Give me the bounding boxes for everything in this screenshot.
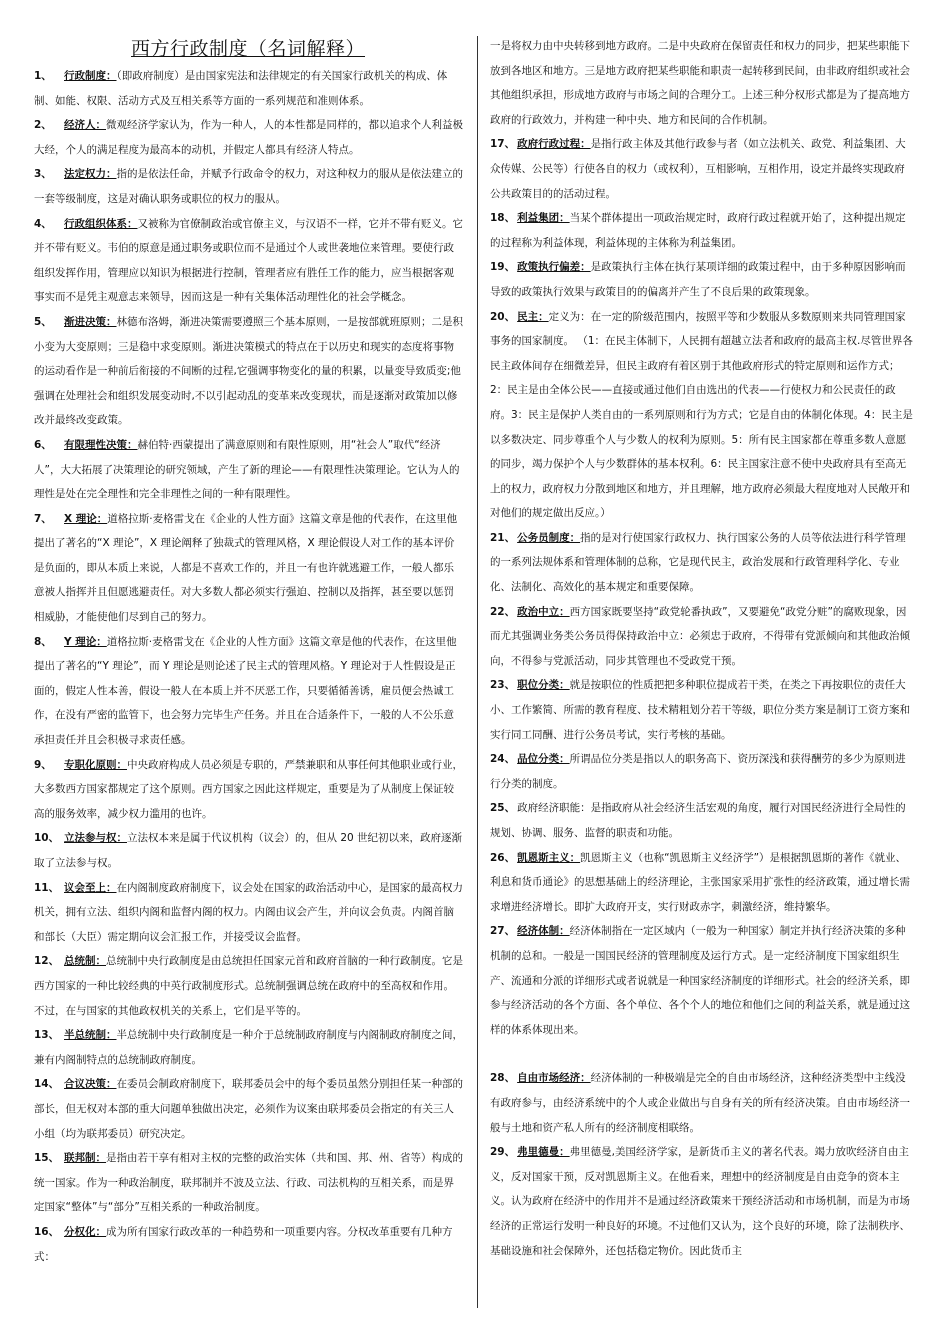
entry-definition: 就是按职位的性质把把多种职位提成若干类，在类之下再按职位的责任大小、工作繁简、所需的教育程度、技术精粗划分若干等级，职位分类方案是制订工资方案和实行同工同酬、进行公务员考试，实行考核的基础。: [490, 679, 910, 741]
entry-definition: 在委员会制政府制度下，联邦委员会中的每个委员虽然分别担任某一种部的部长，但无权对本部的重大问题单独做出决定，必须作为议案由联邦委员会指定的有关三人小组（均为联邦委员）研究决定。: [34, 1078, 463, 1140]
entry-definition: 经济体制指在一定区域内（一般为一种国家）制定并执行经济决策的多种机制的总和。一般是一国国民经济的管理制度及运行方式。是一定经济制度下国家组织生产、流通和分派的详细形式或者说就是一种国家经济制度的详细形式。社会的经济关系，即参与经济活动的各个方面、各个单位、各个个人的地位和他们之间的利益关系，就是通过这样的体系体现出来。: [490, 925, 910, 1036]
entry-term: 品位分类：: [517, 753, 570, 766]
glossary-entry: [34, 876, 464, 950]
entry-number: 16、: [34, 1225, 60, 1238]
glossary-entry: [490, 1140, 915, 1263]
entry-number: 11、: [34, 881, 60, 894]
entry-definition: 半总统制中央行政制度是一种介于总统制政府制度与内阁制政府制度之间，兼有内阁制特点的总统制政府制度。: [34, 1029, 463, 1066]
glossary-entry: [490, 34, 915, 132]
entry-term: 凯恩斯主义：: [517, 851, 581, 864]
entry-number: 1、: [34, 70, 52, 82]
left-entry-list: [34, 64, 464, 1269]
entry-definition: 道格拉斯·麦格雷戈在《企业的人性方面》这篇文章是他的代表作，在这里他提出了著名的“X 理论”，X 理论阐释了独裁式的管理风格，X 理论假设人对工作的基本评价是负面的，即从本质上来说，人都是不喜欢工作的，并且一有也许就逃避工作，一般人都乐意被人指挥并且但愿逃避责任。对大多数人都必须实行强迫、控制以及指挥，甚至要以惩罚相威胁，才能使他们尽到自己的努力。: [34, 512, 458, 624]
entry-term: 法定权力：: [64, 168, 117, 181]
entry-term: 公务员制度：: [517, 531, 581, 544]
glossary-entry: [34, 1023, 464, 1072]
glossary-entry: [34, 212, 464, 310]
entry-number: 17、: [490, 138, 516, 151]
entry-definition: 指的是对行使国家行政权力、执行国家公务的人员等依法进行科学管理的一系列法规体系和管理体制的总称，它是现代民主，政治发展和行政管理科学化、专业化、法制化、高效化的基本规定和重要保障。: [490, 531, 906, 594]
glossary-entry: [490, 796, 915, 845]
entry-definition: 在内阁制度政府制度下，议会处在国家的政治活动中心，是国家的最高权力机关，拥有立法、组织内阁和监督内阁的权力。内阁由议会产生，并向议会负责。内阁首脑和部长（大臣）需定期向议会汇报工作，并接受议会监督。: [34, 881, 463, 943]
column-divider: [477, 36, 478, 1308]
glossary-entry: [490, 526, 915, 600]
entry-term: 经济体制：: [517, 925, 570, 938]
entry-number: 14、: [34, 1078, 60, 1091]
glossary-entry: [490, 1066, 915, 1140]
entry-term: 行政组织体系：: [64, 217, 138, 230]
glossary-entry: [34, 949, 464, 1023]
entry-number: 27、: [490, 925, 516, 938]
glossary-entry: [34, 1072, 464, 1146]
page-title: 西方行政制度（名词解释）: [131, 38, 366, 60]
left-column: [34, 34, 464, 1269]
entry-definition: 赫伯特·西蒙提出了满意原则和有限性原则，用“社会人”取代“经济人”，大大拓展了决策理论的研究领域，产生了新的理论——有限理性决策理论。它认为人的理性是处在完全理性和完全非理性之间的一种有限理性。: [34, 438, 460, 501]
entry-definition: 一是将权力由中央转移到地方政府。二是中央政府在保留责任和权力的同步，把某些职能下放到各地区和地方。三是地方政府把某些职能和职责一起转移到民间，由非政府组织或社会其他组织承担，形成地方政府与市场之间的合理分工。上述三种分权形式都是为了提高地方政府的行政效力，并构建一种中央、地方和民间的合作机制。: [490, 40, 910, 126]
entry-definition: 西方国家既要坚持“政党轮番执政”，又要避免“政党分赃”的腐败现象，因而尤其强调业务类公务员得保持政治中立：必须忠于政府，不得带有党派倾向和其他政治倾向，不得参与党派活动，同步其管理也不受政党干预。: [490, 605, 910, 667]
entry-definition: 凯恩斯主义（也称“凯恩斯主义经济学”）是根据凯恩斯的著作《就业、利息和货币通论》的思想基础上的经济理论，主张国家采用扩张性的经济政策，通过增长需求增进经济增长。即扩大政府开支，实行财政赤字，刺激经济，维持繁华。: [490, 851, 910, 913]
title-spacer: [34, 34, 464, 64]
entry-term: 弗里德曼：: [517, 1146, 570, 1159]
entry-term: 政府行政过程：: [517, 138, 591, 151]
entry-number: 10、: [34, 832, 60, 845]
entry-definition: 是指由若干享有相对主权的完整的政治实体（共和国、邦、州、省等）构成的统一国家。作为一种政治制度，联邦制并不波及立法、行政、司法机构的互相关系，而是界定国家“整体”与“部分”互相关系的一种政治制度。: [34, 1152, 463, 1214]
entry-definition: 定义为：在一定的阶级范围内，按照平等和少数服从多数原则来共同管理国家事务的国家制度。 （1：在民主体制下，人民拥有超越立法者和政府的最高主权.尽管世界各民主政体间存在细微差异，但民主政府有着区别于其他政府形式的特定原则和运作方式；2：民主是由全体公民——直接或通过他们自由选出的代表——行使权力和公民责任的政府。3：民主是保护人类自由的一系列原则和行为方式；它是自由的体制化体现。4：民主是以多数决定、同步尊重个人与少数人的权利为原则。5：所有民主国家都在尊重多数人意愿的同步，竭力保护个人与少数群体的基本权利。6：民主国家注意不使中央政府具有至高无上的权力，政府权力分散到地区和地方，并且理解，地方政府必须最大程度地对人民敞开和对他们的规定做出反应。）: [490, 310, 913, 520]
entry-number: 4、: [34, 217, 52, 230]
glossary-entry: [490, 846, 915, 920]
entry-definition: 总统制中央行政制度是由总统担任国家元首和政府首脑的一种行政制度。它是西方国家的一种比较经典的中英行政制度形式。总统制强调总统在政府中的至高权和作用。不过，在与国家的其他政权机关的关系上，它们是平等的。: [34, 955, 463, 1017]
entry-term: 行政制度：: [64, 70, 117, 82]
entry-term: 民主：: [517, 310, 549, 323]
entry-term: 政策执行偏差：: [517, 261, 591, 274]
entry-definition: 经济体制的一种极端是完全的自由市场经济，这种经济类型中主线没有政府参与，由经济系统中的个人或企业做出与自身有关的所有经济决策。自由市场经济一般与土地和资产私人所有的经济制度相联络。: [490, 1072, 910, 1134]
glossary-entry: [490, 747, 915, 796]
entry-number: 25、: [490, 802, 516, 815]
glossary-entry: [34, 753, 464, 827]
glossary-entry: [490, 600, 915, 674]
entry-term: X 理论：: [64, 512, 108, 525]
blank-line: [490, 1042, 915, 1066]
entry-term: 议会至上：: [64, 881, 117, 894]
entry-number: 6、: [34, 438, 52, 451]
glossary-entry: [34, 162, 464, 211]
entry-number: 19、: [490, 261, 516, 274]
entry-number: 29、: [490, 1146, 516, 1159]
entry-definition: 所谓品位分类是指以人的职务高下、资历深浅和获得酬劳的多少为原则进行分类的制度。: [490, 753, 906, 790]
glossary-entry: [34, 630, 464, 753]
entry-term: 联邦制：: [64, 1152, 106, 1165]
entry-term: 政治中立：: [517, 605, 570, 618]
glossary-entry: [34, 113, 464, 162]
entry-definition: 成为所有国家行政改革的一种趋势和一项重要内容。分权改革重要有几种方式：: [34, 1225, 453, 1263]
entry-definition: 立法权本来是属于代议机构（议会）的，但从 20 世纪初以来，政府逐渐取了立法参与权。: [34, 832, 463, 869]
entry-term: 半总统制：: [64, 1029, 117, 1042]
entry-number: 3、: [34, 168, 52, 181]
entry-number: 9、: [34, 758, 52, 771]
entry-number: 5、: [34, 315, 52, 328]
entry-definition: 指的是依法任命，并赋予行政命令的权力，对这种权力的服从是依法建立的一套等级制度，这是对确认职务或职位的权力的服从。: [34, 168, 463, 205]
glossary-entry: [34, 310, 464, 433]
entry-term: 经济人：: [64, 119, 106, 132]
entry-term: 自由市场经济：: [517, 1072, 591, 1085]
right-column: [490, 34, 915, 1263]
glossary-entry: [34, 1146, 464, 1220]
entry-term: 合议决策：: [64, 1078, 117, 1091]
entry-number: 13、: [34, 1029, 60, 1042]
entry-definition: 林德布洛姆，渐进决策需要遵照三个基本原则，一是按部就班原则；二是积小变为大变原则；三是稳中求变原则。渐进决策模式的特点在于以历史和现实的态度将事物的运动看作是一种前后衔接的不间断的过程,它强调事物变化的量的积累，以量变导致质变;他强调在处理社会和组织发展变动时,不以引起动乱的变革来改变现状，而是逐渐对政策加以修改并最终改变政策。: [34, 315, 463, 427]
entry-term: 利益集团：: [517, 212, 570, 225]
entry-term: 立法参与权：: [64, 832, 127, 845]
glossary-entry: [34, 64, 464, 113]
entry-number: 12、: [34, 955, 60, 968]
entry-term: 分权化：: [64, 1225, 106, 1238]
glossary-entry: [490, 305, 915, 526]
glossary-entry: [490, 132, 915, 206]
entry-term: 专职化原则：: [64, 758, 127, 771]
entry-term: 总统制：: [64, 955, 106, 968]
glossary-entry: [490, 673, 915, 747]
entry-number: 7、: [34, 512, 52, 525]
glossary-entry: [34, 433, 464, 507]
entry-term: 职位分类：: [517, 679, 570, 692]
right-entry-list: [490, 34, 915, 1263]
entry-number: 28、: [490, 1072, 516, 1085]
entry-number: 22、: [490, 605, 516, 618]
entry-number: 23、: [490, 679, 516, 692]
entry-term: 渐进决策：: [64, 315, 117, 328]
entry-definition: 政府经济职能：是指政府从社会经济生活宏观的角度，履行对国民经济进行全局性的规划、协调、服务、监督的职责和功能。: [490, 802, 906, 839]
entry-definition: 弗里德曼,美国经济学家，是新货币主义的著名代表。竭力放吹经济自由主义，反对国家干预，反对凯恩斯主义。在他看来，理想中的经济制度是自由竞争的资本主义。认为政府在经济中的作用并不是通过经济政策来干预经济活动和市场机制，而是为市场经济的正常运行发明一种良好的环境。不过他们又认为，这个良好的环境，除了法制秩序、基础设施和社会保障外，还包括稳定物价。因此货币主: [490, 1146, 910, 1257]
entry-number: 20、: [490, 310, 516, 323]
glossary-entry: [34, 507, 464, 630]
entry-definition: 中央政府构成人员必须是专职的，严禁兼职和从事任何其他职业或行业，大多数西方国家都规定了这个原则。西方国家之因此这样规定，重要是为了从制度上保证较高的服务效率，减少权力滥用的也许。: [34, 758, 463, 820]
entry-definition: （即政府制度）是由国家宪法和法律规定的有关国家行政机关的构成、体制、如能、权限、活动方式及互相关系等方面的一系列规范和准则体系。: [34, 70, 448, 107]
glossary-entry: [34, 826, 464, 875]
entry-number: 21、: [490, 531, 516, 544]
entry-definition: 微观经济学家认为，作为一种人，人的本性都是同样的，都以追求个人利益极大经，个人的满足程度为最高本的动机，并假定人都具有经济人特点。: [34, 119, 463, 156]
glossary-entry: [490, 919, 915, 1042]
entry-definition: 道格拉斯·麦格雷戈在《企业的人性方面》这篇文章是他的代表作，在这里他提出了著名的“Y 理论”，而 Y 理论是则论述了民主式的管理风格。Y 理论对于人性假设是正面的，假定人性本善，假设一般人在本质上并不厌恶工作，只要循循善诱，雇员便会热诚工作，在没有严密的监管下，也会努力完毕生产任务。并且在合适条件下，一般的人不公乐意承担责任并且会积极寻求责任感。: [34, 635, 457, 747]
entry-number: 2、: [34, 119, 52, 132]
entry-number: 24、: [490, 753, 516, 766]
entry-definition: 是指行政主体及其他行政参与者（如立法机关、政党、利益集团、大众传媒、公民等）行使各自的权力（或权利），互相影响，互相作用，设定并最终实现政府公共政策目的的活动过程。: [490, 138, 906, 200]
entry-number: 8、: [34, 635, 52, 648]
entry-definition: 当某个群体提出一项政治规定时，政府行政过程就开始了，这种提出规定的过程称为利益体现，利益体现的主体称为利益集团。: [490, 212, 906, 249]
entry-number: 15、: [34, 1152, 60, 1165]
entry-definition: 是政策执行主体在执行某项详细的政策过程中，由于多种原因影响而导致的政策执行效果与政策目的的偏离并产生了不良后果的政策现象。: [490, 261, 906, 298]
glossary-entry: [490, 206, 915, 255]
entry-term: 有限理性决策：: [64, 438, 138, 451]
entry-term: Y 理论：: [64, 635, 107, 648]
entry-definition: 又被称为官僚制政治或官僚主义，与汉语不一样，它并不带有贬义。它并不带有贬义。韦伯的原意是通过职务或职位而不是通过个人或世袭地位来管理。要使行政组织发挥作用，管理应以知识为根据进行控制，管理者应有胜任工作的能力，应当根据客观事实而不是凭主观意志来领导，因而这是一种有关集体活动理性化的社会学概念。: [34, 217, 463, 304]
glossary-entry: [34, 1220, 464, 1269]
entry-number: 18、: [490, 212, 516, 225]
entry-number: 26、: [490, 851, 516, 864]
glossary-entry: [490, 255, 915, 304]
